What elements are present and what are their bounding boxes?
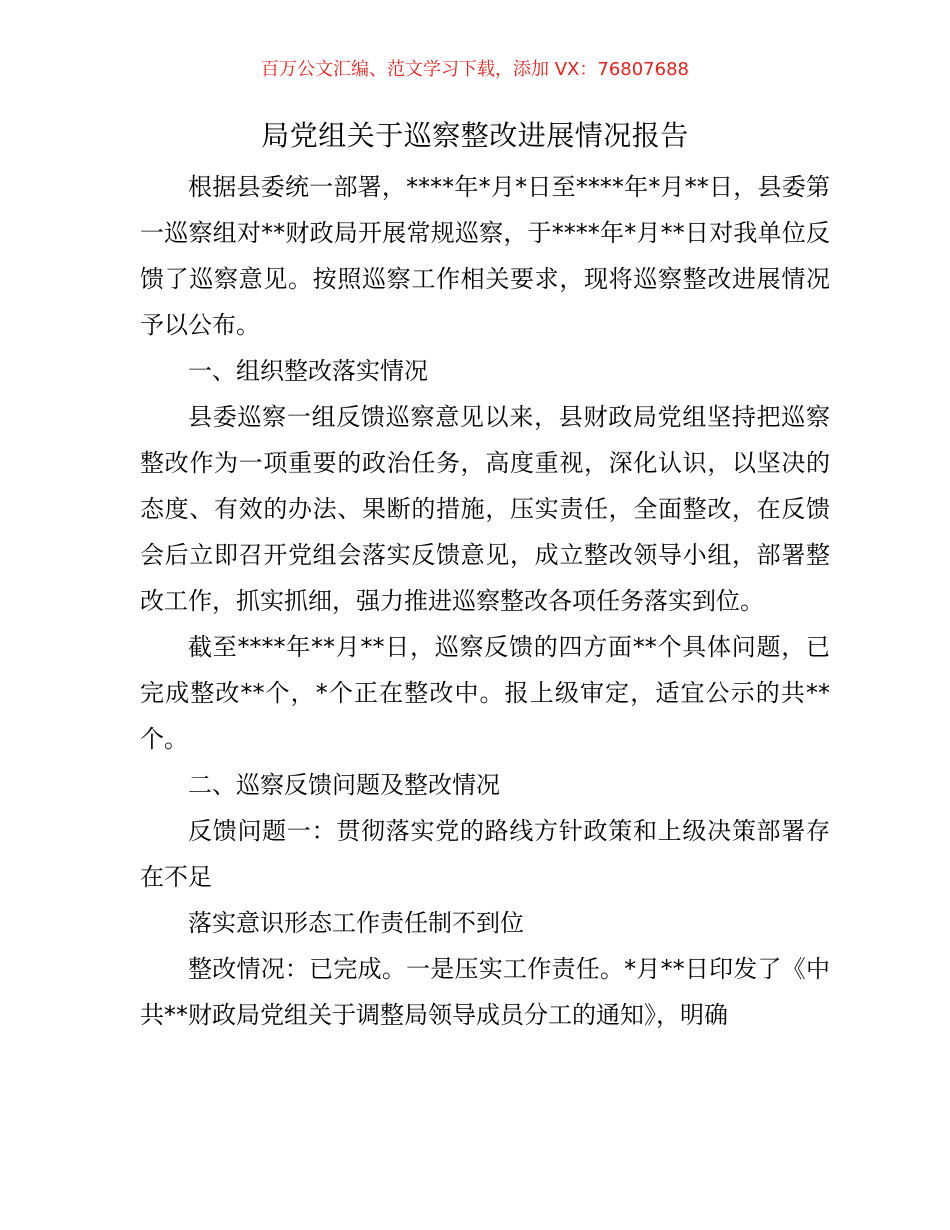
paragraph-issue-1: 反馈问题一：贯彻落实党的路线方针政策和上级决策部署存在不足 <box>140 817 830 891</box>
paragraph-progress: 截至****年**月**日，巡察反馈的四方面**个具体问题，已完成整改**个，*个正在整改中。报上级审定，适宜公示的共**个。 <box>140 633 830 753</box>
section-heading-2: 二、巡察反馈问题及整改情况 <box>188 771 500 799</box>
section-heading-1: 一、组织整改落实情况 <box>188 357 428 385</box>
document-body <box>140 164 830 1038</box>
promo-banner: 百万公文汇编、范文学习下载，添加 VX：76807688 <box>261 59 689 80</box>
paragraph-intro: 根据县委统一部署，****年*月*日至****年*月**日，县委第一巡察组对**财政局开展常规巡察，于****年*月**日对我单位反馈了巡察意见。按照巡察工作相关要求，现将巡察整改进展情况予以公布。 <box>140 173 830 339</box>
paragraph-rectification: 整改情况：已完成。一是压实工作责任。*月**日印发了《中共**财政局党组关于调整局领导成员分工的通知》，明确 <box>140 955 830 1029</box>
paragraph-organization: 县委巡察一组反馈巡察意见以来，县财政局党组坚持把巡察整改作为一项重要的政治任务，高度重视，深化认识，以坚决的态度、有效的办法、果断的措施，压实责任，全面整改，在反馈会后立即召开党组会落实反馈意见，成立整改领导小组，部署整改工作，抓实抓细，强力推进巡察整改各项任务落实到位。 <box>140 403 830 615</box>
paragraph-sub-issue: 落实意识形态工作责任制不到位 <box>188 909 524 937</box>
document-title: 局党组关于巡察整改进展情况报告 <box>261 119 689 152</box>
